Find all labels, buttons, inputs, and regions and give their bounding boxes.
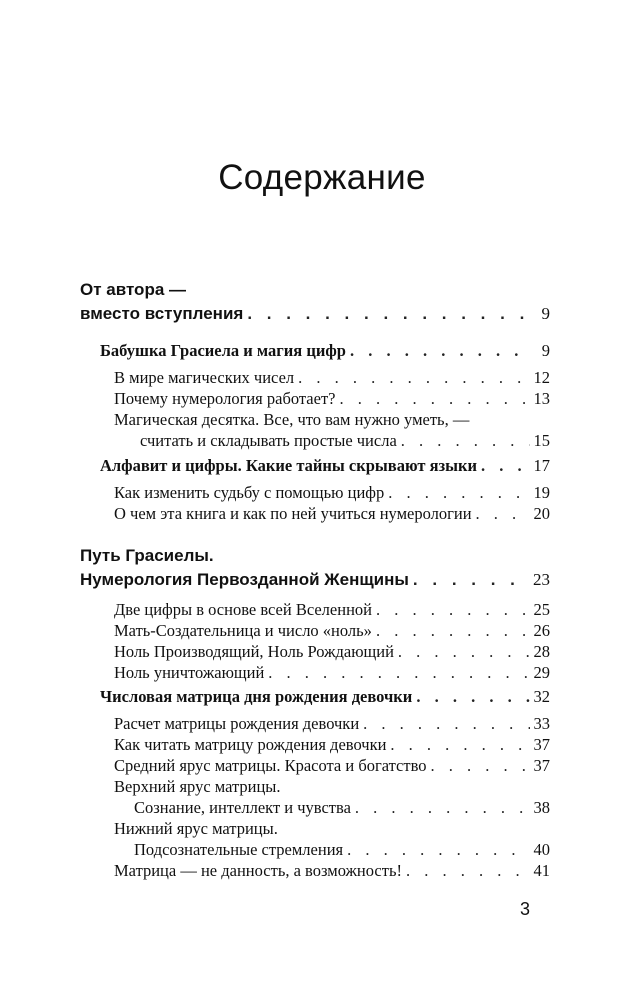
- page-ref: 29: [533, 663, 550, 682]
- dot-leader: [363, 713, 529, 734]
- toc-entry[interactable]: [114, 755, 550, 776]
- toc-entry[interactable]: [140, 430, 550, 451]
- dot-leader: [298, 367, 529, 388]
- page-ref: 28: [533, 642, 550, 661]
- toc-part-title: вместо вступления: [80, 304, 244, 323]
- toc-entry-title: Средний ярус матрицы. Красота и богатство: [114, 756, 427, 775]
- page-ref: 12: [533, 368, 550, 387]
- page-ref: 37: [533, 756, 550, 775]
- dot-leader: [401, 430, 530, 451]
- toc-entry[interactable]: [100, 686, 550, 707]
- toc-entry[interactable]: [114, 599, 550, 620]
- page-ref: 13: [533, 389, 550, 408]
- toc-entry[interactable]: [114, 620, 550, 641]
- toc-entry-title: Почему нумерология работает?: [114, 389, 336, 408]
- toc-entry-title: О чем эта книга и как по ней учиться нумерологии: [114, 504, 472, 523]
- toc-entry-title: Сознание, интеллект и чувства: [134, 798, 351, 817]
- toc-section-title: Бабушка Грасиела и магия цифр: [100, 341, 346, 360]
- dot-leader: [406, 860, 530, 881]
- dot-leader: [390, 734, 529, 755]
- toc-entry-title: Матрица — не данность, а возможность!: [114, 861, 402, 880]
- dot-leader: [431, 755, 530, 776]
- page-title: Содержание: [218, 158, 426, 197]
- dot-leader: [247, 303, 532, 324]
- toc-entry[interactable]: [114, 662, 550, 683]
- toc-entry[interactable]: [134, 839, 550, 860]
- toc-entry[interactable]: [114, 367, 550, 388]
- toc-entry-title: Как читать матрицу рождения девочки: [114, 735, 387, 754]
- toc-part-title: Нумерология Первозданной Женщины: [80, 570, 409, 589]
- page-ref: 32: [533, 687, 550, 706]
- dot-leader: [350, 340, 532, 361]
- page-ref: 41: [533, 861, 550, 880]
- toc-entry-title: Верхний ярус матрицы.: [114, 777, 281, 796]
- toc-part-title: От автора —: [80, 280, 187, 299]
- page-ref: 25: [533, 600, 550, 619]
- page-ref: 40: [533, 840, 550, 859]
- toc-section-title: Числовая матрица дня рождения девочки: [100, 687, 413, 706]
- page-ref: 26: [533, 621, 550, 640]
- toc-entry-title: Ноль уничтожающий: [114, 663, 265, 682]
- toc-entry[interactable]: [114, 388, 550, 409]
- toc-entry-title: Две цифры в основе всей Вселенной: [114, 600, 372, 619]
- toc-entry-title: Как изменить судьбу с помощью цифр: [114, 483, 385, 502]
- page-ref: 20: [533, 504, 550, 523]
- toc-entry[interactable]: [100, 340, 550, 361]
- toc-section-title: Алфавит и цифры. Какие тайны скрывают языки: [100, 456, 478, 475]
- toc-entry-title: Мать-Создательница и число «ноль»: [114, 621, 372, 640]
- dot-leader: [268, 662, 529, 683]
- page-ref: 23: [533, 570, 550, 589]
- dot-leader: [388, 482, 529, 503]
- dot-leader: [416, 686, 529, 707]
- toc-entry[interactable]: [80, 569, 550, 590]
- page-number: 3: [520, 899, 531, 919]
- toc-entry-title: В мире магических чисел: [114, 368, 295, 387]
- toc-entry[interactable]: [114, 641, 550, 662]
- toc-entry[interactable]: [114, 734, 550, 755]
- toc-entry-title: Нижний ярус матрицы.: [114, 819, 278, 838]
- page-ref: 38: [533, 798, 550, 817]
- dot-leader: [376, 620, 530, 641]
- toc-entry[interactable]: [114, 860, 550, 881]
- toc-entry-title: Подсознательные стремления: [134, 840, 344, 859]
- toc-entry-title: Расчет матрицы рождения девочки: [114, 714, 360, 733]
- toc-entry[interactable]: [134, 797, 550, 818]
- dot-leader: [413, 569, 529, 590]
- dot-leader: [355, 797, 530, 818]
- page-ref: 33: [533, 714, 550, 733]
- dot-leader: [347, 839, 529, 860]
- toc-entry-title: Магическая десятка. Все, что вам нужно уметь, —: [114, 410, 470, 429]
- toc-entry-title: считать и складывать простые числа: [140, 431, 397, 450]
- toc-entry[interactable]: [114, 503, 550, 524]
- toc-entry-title: Ноль Производящий, Ноль Рождающий: [114, 642, 394, 661]
- toc-entry[interactable]: [100, 455, 550, 476]
- dot-leader: [476, 503, 530, 524]
- dot-leader: [339, 388, 529, 409]
- toc-entry[interactable]: [114, 713, 550, 734]
- dot-leader: [398, 641, 530, 662]
- dot-leader: [376, 599, 530, 620]
- page-ref: 19: [533, 483, 550, 502]
- page-ref: 17: [533, 456, 550, 475]
- page-ref: 15: [533, 431, 550, 450]
- page-ref: 9: [541, 304, 550, 323]
- toc-entry[interactable]: [80, 303, 550, 324]
- toc-entry[interactable]: [114, 482, 550, 503]
- page-ref: 9: [541, 341, 550, 360]
- dot-leader: [481, 455, 529, 476]
- toc-part-title: Путь Грасиелы.: [80, 546, 214, 565]
- page-ref: 37: [533, 735, 550, 754]
